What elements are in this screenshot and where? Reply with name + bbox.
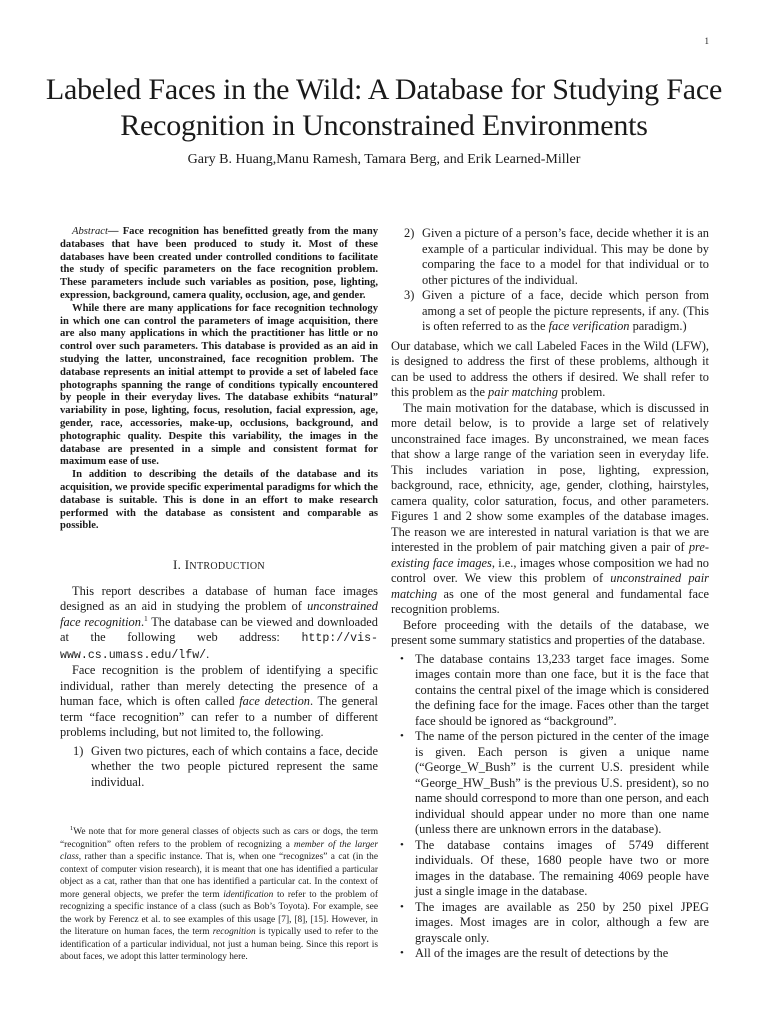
footnote-text-2: , rather than a specific instance. That is, when one “recognizes” a cat (in the context of computer vision research), it is meant that one has identified a particular object as a cat, rather than that one has identified a particular cat. In the context of more general objects, we prefer the term <box>60 852 378 900</box>
author-list: Gary B. Huang,Manu Ramesh, Tamara Berg, and Erik Learned-Miller <box>187 152 581 167</box>
right-column <box>391 226 709 962</box>
right-p2-text-b: , i.e., images whose composition we had no control over. We view this problem of <box>391 555 710 585</box>
footnote-emphasis-1: member of the larger class <box>60 839 378 862</box>
property-item-2-text-c: Bush” is the current U.S. president while “George <box>415 760 709 790</box>
footnote-text-3: to refer to the problem of recognizing a specific instance of a class (such as Bob’s Toyota). For example, see the work by Ferencz et al. to see examples of this usage [7], [8], [15]. However, in the literature on human faces, the term <box>60 889 378 937</box>
intro-p1-text-c: . <box>206 646 210 661</box>
footnote <box>60 826 378 964</box>
right-p1-text-b: problem. <box>557 385 606 399</box>
bullet-icon: • <box>400 947 404 959</box>
property-item-2 <box>391 729 709 838</box>
abstract <box>60 226 378 533</box>
section-title-rest: NTRODUCTION <box>189 561 265 573</box>
property-item-1-text: The database contains 13,233 target face images. Some images contain more than one face, but it is the face that contains the central pixel of the image which is considered the defining face for the image. Faces other than the target face should be ignored as “background”. <box>415 651 709 728</box>
footnote-paragraph <box>60 826 378 964</box>
right-p2-text-a: The main motivation for the database, which is discussed in more detail below, is to provide a large set of relatively unconstrained face images. By unconstrained, we mean faces that show a large range of the variation seen in everyday life. This includes variation in pose, lighting, expression, background, race, ethnicity, age, gender, clothing, hairstyles, camera quality, color saturation, focus, and other parameters. Figures 1 and 2 show some examples of the database images. The reason we are interested in natural variation is that we are interested in the problem of pair matching given a pair of <box>391 400 709 554</box>
right-paragraph-1 <box>391 339 709 401</box>
section-heading-introduction <box>60 557 378 575</box>
footnote-mark: 1 <box>70 824 74 832</box>
intro-paragraph-1: This report describes a database of human face images designed as an aid in studying the problem of unconstrained face recognition.$^1$ The database can be viewed and downloaded at the following web address: http://vis-www.cs.umass.edu/lfw/. <box>60 583 378 662</box>
footnote-text-4: is typically used to refer to the identification of a particular individual, not just a human being. Since this report is about faces, we adopt this latter terminology here. <box>60 927 378 962</box>
problem-item-2 <box>391 226 709 288</box>
abstract-text-1: Face recognition has benefitted greatly from the many databases that have been produced to study it. Most of these databases have been created under controlled conditions to facilitate the study of specific parameters on the face recognition problem. These parameters include such variables as position, pose, lighting, expression, background, camera quality, occlusion, age, and gender. <box>60 226 379 301</box>
left-column <box>60 226 378 793</box>
right-paragraph-3: Before proceeding with the details of the database, we present some summary statistics and properties of the database. <box>391 617 709 647</box>
property-item-2-text-d: HW <box>462 775 484 790</box>
underscore-4: _ <box>483 775 490 790</box>
problem-item-3-text-b: paradigm.) <box>629 319 687 333</box>
right-p1-text-a: Our database, which we call Labeled Faces in the Wild (LFW), is designed to address the first of these problems, although it can be used to address the others if desired. We shall refer to this problem as the <box>391 338 709 399</box>
property-item-3-text: The database contains images of 5749 different individuals. Of these, 1680 people have two or more images in the database. The remaining 4069 people have just a single image in the database. <box>415 837 709 898</box>
problem-item-3-emphasis: face verification <box>548 319 630 333</box>
problem-item-2-text: Given a picture of a person’s face, decide whether it is an example of a particular individual. This may be done by comparing the face to a model for that individual or to other pictures of the individual. <box>422 226 709 287</box>
intro-p1-emphasis: unconstrained face recognition <box>60 599 378 629</box>
right-p2-emphasis-1: pre-existing face images <box>391 540 709 570</box>
property-item-2-text-e: Bush” is the previous U.S. president), so no name should correspond to more than one person, and each individual should appear under no more than one name (unless there are unknown errors in the database). <box>415 775 709 836</box>
database-properties-list <box>391 652 709 962</box>
right-paragraph-2 <box>391 401 709 618</box>
right-p1-emphasis: pair matching <box>488 385 558 399</box>
intro-p1-text-b: The database can be viewed and downloaded at the following web address: <box>60 614 378 645</box>
property-item-4-text: The images are available as 250 by 250 pixel JPEG images. Most images are in color, although a few are grayscale only. <box>415 899 709 945</box>
right-p2-emphasis-2: unconstrained pair matching <box>391 571 709 601</box>
abstract-dash: — <box>107 226 119 237</box>
footnote-emphasis-2: identification <box>223 889 274 900</box>
intro-paragraph-2 <box>60 663 378 741</box>
bullet-icon: • <box>400 652 404 665</box>
bullet-icon: • <box>400 730 404 742</box>
property-item-2-text-a: The name of the person pictured in the center of the image is given. Each person is given a unique name (“George <box>415 729 709 774</box>
underscore-2: _ <box>478 760 485 774</box>
bullet-icon: • <box>400 900 404 913</box>
right-p2-text-c: as one of the most general and fundamental face recognition problems. <box>391 586 709 616</box>
property-item-3 <box>391 838 709 900</box>
footnote-emphasis-3: recognition <box>212 927 256 937</box>
footnote-text-1: We note that for more general classes of objects such as cars or dogs, the term “recognition” often refers to the problem of recognizing a <box>60 827 378 850</box>
problem-list-start <box>60 744 378 791</box>
problem-item-3 <box>391 288 709 335</box>
footnote-ref-1: 1 <box>144 613 148 623</box>
problem-item-2-number: 2) <box>404 226 415 240</box>
property-item-5 <box>391 946 709 962</box>
property-item-1 <box>391 652 709 730</box>
bullet-icon: • <box>400 838 404 851</box>
problem-item-1-number: 1) <box>73 743 84 758</box>
intro-p1-text-a: This report describes a database of human face images designed as an aid in studying the problem of <box>60 583 378 614</box>
abstract-paragraph-2: While there are many applications for face recognition technology in which one can control the parameters of image acquisition, there are also many applications in which the practitioner has little or no control over such parameters. This database is provided as an aid in studying the latter, unconstrained, face recognition problem. The database represents an initial attempt to provide a set of labeled face photographs spanning the range of conditions typically encountered by people in their everyday lives. The database exhibits “natural” variability in pose, lighting, focus, resolution, facial expression, age, gender, race, accessories, make-up, occlusions, background, and photographic quality. Despite this variability, the images in the database are presented in a simple and consistent format for maximum ease of use. <box>60 302 378 468</box>
abstract-paragraph-3: In addition to describing the details of the database and its acquisition, we provide specific experimental paradigms for which the database is suitable. This is done in an effort to make research performed with the database as consistent and comparable as possible. <box>60 469 378 532</box>
problem-item-3-text-a: Given a picture of a face, decide which person from among a set of people the picture represents, if any. (This is often referred to as the <box>422 288 709 333</box>
problem-item-1-text: Given two pictures, each of which contains a face, decide whether the two people pictured represent the same individual. <box>91 743 378 789</box>
underscore-3: _ <box>456 775 463 790</box>
problem-item-1 <box>60 744 378 791</box>
problem-list-continued <box>391 226 709 335</box>
intro-p2-text-b: . The general term “face recognition” can refer to a number of different problems including, but not limited to, the following. <box>60 694 378 740</box>
paper-title: Labeled Faces in the Wild: A Database for Studying Face Recognition in Unconstrained Environments <box>45 73 723 142</box>
section-numeral: I. <box>173 557 185 573</box>
underscore-1: _ <box>460 760 468 774</box>
abstract-paragraph-1 <box>60 226 378 303</box>
intro-p2-text-a: Face recognition is the problem of identifying a specific individual, rather than merely detecting the presence of a human face, which is often called <box>60 663 378 709</box>
property-item-4 <box>391 900 709 947</box>
property-item-5-text: All of the images are the result of detections by the <box>415 946 669 960</box>
section-title-initial: I <box>184 557 190 573</box>
property-item-2-text-b: W <box>467 760 479 774</box>
intro-p2-emphasis: face detection <box>239 694 310 709</box>
abstract-label: Abstract <box>72 226 108 237</box>
problem-item-3-number: 3) <box>404 288 415 302</box>
page-number: 1 <box>704 36 709 46</box>
database-url-link[interactable]: http://vis-www.cs.umass.edu/lfw/ <box>60 632 378 662</box>
